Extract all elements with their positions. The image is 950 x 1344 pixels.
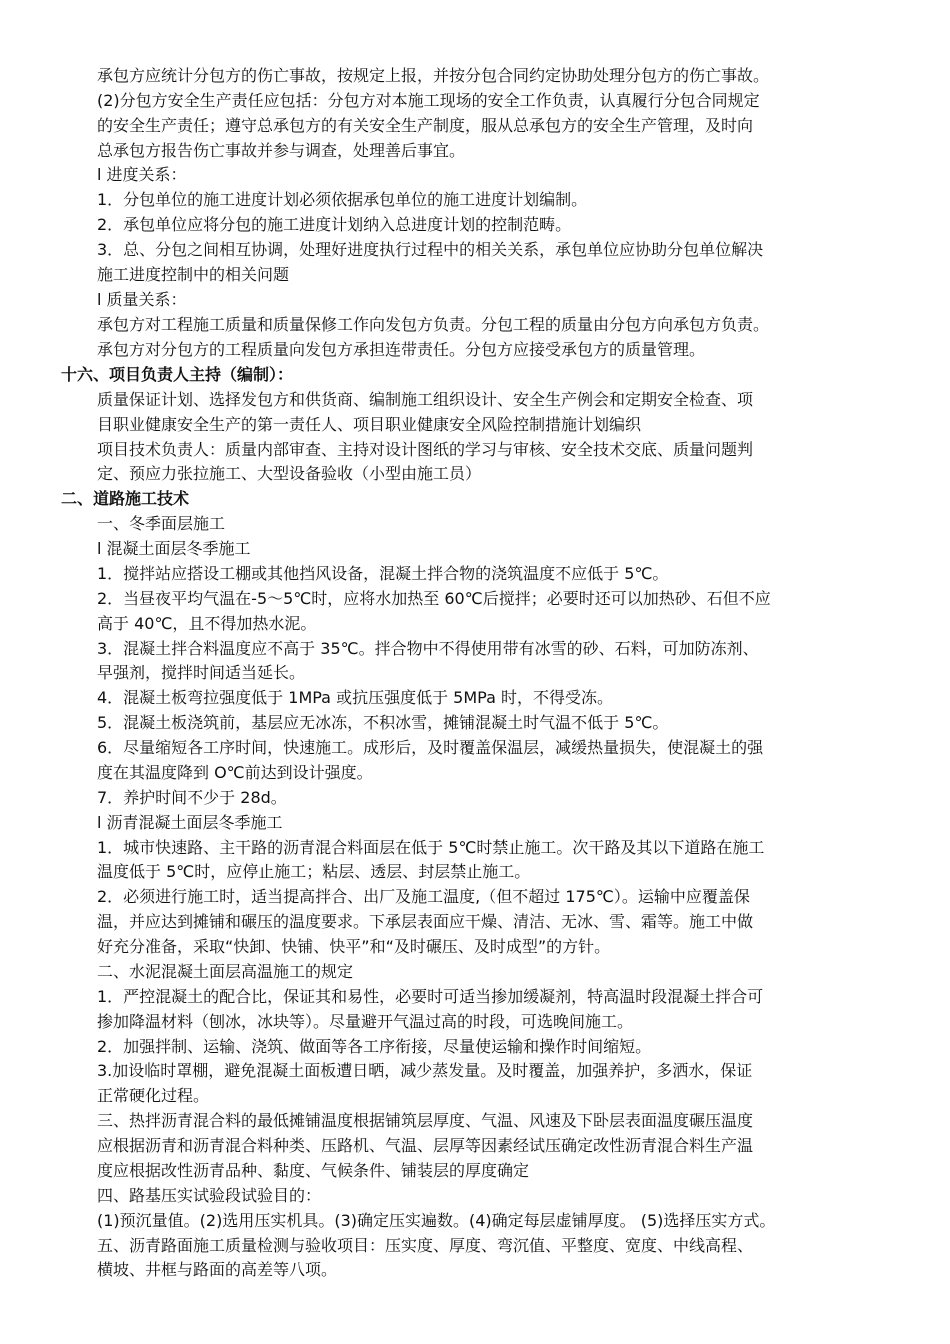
paragraph-line: (1)预沉量值。(2)选用压实机具。(3)确定压实遍数。(4)确定每层虚铺厚度。 (5)选择压实方式。: [97, 1211, 776, 1230]
paragraph-line: 高于 40℃，且不得加热水泥。: [97, 614, 317, 633]
paragraph-line: 1．搅拌站应搭设工棚或其他挡风设备，混凝土拌合物的浇筑温度不应低于 5℃。: [97, 564, 669, 583]
paragraph-line: 项目技术负责人：质量内部审查、主持对设计图纸的学习与审核、安全技术交底、质量问题判: [97, 440, 754, 459]
paragraph-line: 定、预应力张拉施工、大型设备验收（小型由施工员）: [97, 464, 482, 483]
paragraph-line: l 质量关系：: [97, 290, 187, 309]
paragraph-line: 早强剂，搅拌时间适当延长。: [97, 663, 306, 682]
paragraph-line: 1．城市快速路、主干路的沥青混合料面层在低于 5℃时禁止施工。次干路及其以下道路在施工: [97, 838, 765, 857]
paragraph-line: 三、热拌沥青混合料的最低摊铺温度根据铺筑层厚度、气温、风速及下卧层表面温度碾压温度: [97, 1111, 754, 1130]
paragraph-line: 施工进度控制中的相关问题: [97, 265, 290, 284]
paragraph-line: l 混凝土面层冬季施工: [97, 539, 251, 558]
paragraph-line: 的安全生产责任；遵守总承包方的有关安全生产制度，服从总承包方的安全生产管理，及时向: [97, 116, 754, 135]
paragraph-line: 7．养护时间不少于 28d。: [97, 788, 287, 807]
paragraph-line: 2．加强拌制、运输、浇筑、做面等各工序衔接，尽量使运输和操作时间缩短。: [97, 1037, 652, 1056]
paragraph-line: 温，并应达到摊铺和碾压的温度要求。下承层表面应干燥、清洁、无冰、雪、霜等。施工中做: [97, 912, 754, 931]
paragraph-line: 横坡、井框与路面的高差等八项。: [97, 1260, 338, 1279]
paragraph-line: 6．尽量缩短各工序时间，快速施工。成形后，及时覆盖保温层，减缓热量损失，使混凝土的强: [97, 738, 764, 757]
paragraph-line: 承包方应统计分包方的伤亡事故，按规定上报，并按分包合同约定协助处理分包方的伤亡事故。: [97, 66, 770, 85]
paragraph-line: 目职业健康安全生产的第一责任人、项目职业健康安全风险控制措施计划编织: [97, 415, 642, 434]
paragraph-line: 度在其温度降到 O℃前达到设计强度。: [97, 763, 373, 782]
paragraph-line: 二、水泥混凝土面层高温施工的规定: [97, 962, 354, 981]
paragraph-line: 3.加设临时罩棚，避免混凝土面板遭日晒，减少蒸发量。及时覆盖，加强养护，多洒水，保证: [97, 1061, 753, 1080]
paragraph-line: 应根据沥青和沥青混合料种类、压路机、气温、层厚等因素经试压确定改性沥青混合料生产温: [97, 1136, 754, 1155]
paragraph-line: 承包方对工程施工质量和质量保修工作向发包方负责。分包工程的质量由分包方向承包方负责。: [97, 315, 770, 334]
paragraph-line: 四、路基压实试验段试验目的：: [97, 1186, 322, 1205]
paragraph-line: 总承包方报告伤亡事故并参与调查，处理善后事宜。: [97, 141, 466, 160]
paragraph-line: 好充分准备，采取“快卸、快铺、快平”和“及时碾压、及时成型”的方针。: [97, 937, 611, 956]
paragraph-line: 度应根据改性沥青品种、黏度、气候条件、铺装层的厚度确定: [97, 1161, 530, 1180]
paragraph-line: 3．总、分包之间相互协调，处理好进度执行过程中的相关关系，承包单位应协助分包单位解决: [97, 240, 764, 259]
section-heading: 二、道路施工技术: [61, 489, 190, 508]
paragraph-line: 2．必须进行施工时，适当提高拌合、出厂及施工温度,（但不超过 175℃）。运输中应覆盖保: [97, 887, 750, 906]
paragraph-line: 3．混凝土拌合料温度应不高于 35℃。拌合物中不得使用带有冰雪的砂、石料，可加防冻剂、: [97, 639, 759, 658]
paragraph-line: 承包方对分包方的工程质量向发包方承担连带责任。分包方应接受承包方的质量管理。: [97, 340, 706, 359]
paragraph-line: 1．严控混凝土的配合比，保证其和易性，必要时可适当掺加缓凝剂，特高温时段混凝土拌合可: [97, 987, 764, 1006]
paragraph-line: (2)分包方安全生产责任应包括：分包方对本施工现场的安全工作负责，认真履行分包合同规定: [97, 91, 760, 110]
paragraph-line: 5．混凝土板浇筑前，基层应无冰冻，不积冰雪，摊铺混凝土时气温不低于 5℃。: [97, 713, 669, 732]
paragraph-line: l 进度关系：: [97, 165, 187, 184]
paragraph-line: 2．当昼夜平均气温在-5～5℃时，应将水加热至 60℃后搅拌；必要时还可以加热砂、石但不应: [97, 589, 771, 608]
paragraph-line: 温度低于 5℃时，应停止施工；粘层、透层、封层禁止施工。: [97, 862, 531, 881]
section-heading: 十六、项目负责人主持（编制）：: [61, 365, 294, 384]
paragraph-line: l 沥青混凝土面层冬季施工: [97, 813, 283, 832]
paragraph-line: 一、冬季面层施工: [97, 514, 226, 533]
paragraph-line: 掺加降温材料（刨冰，冰块等）。尽量避开气温过高的时段，可选晚间施工。: [97, 1012, 634, 1031]
paragraph-line: 2．承包单位应将分包的施工进度计划纳入总进度计划的控制范畴。: [97, 215, 572, 234]
paragraph-line: 质量保证计划、选择发包方和供货商、编制施工组织设计、安全生产例会和定期安全检查、项: [97, 390, 754, 409]
paragraph-line: 正常硬化过程。: [97, 1086, 210, 1105]
paragraph-line: 1．分包单位的施工进度计划必须依据承包单位的施工进度计划编制。: [97, 190, 588, 209]
paragraph-line: 4．混凝土板弯拉强度低于 1MPa 或抗压强度低于 5MPa 时，不得受冻。: [97, 688, 613, 707]
paragraph-line: 五、沥青路面施工质量检测与验收项目：压实度、厚度、弯沉值、平整度、宽度、中线高程、: [97, 1236, 754, 1255]
